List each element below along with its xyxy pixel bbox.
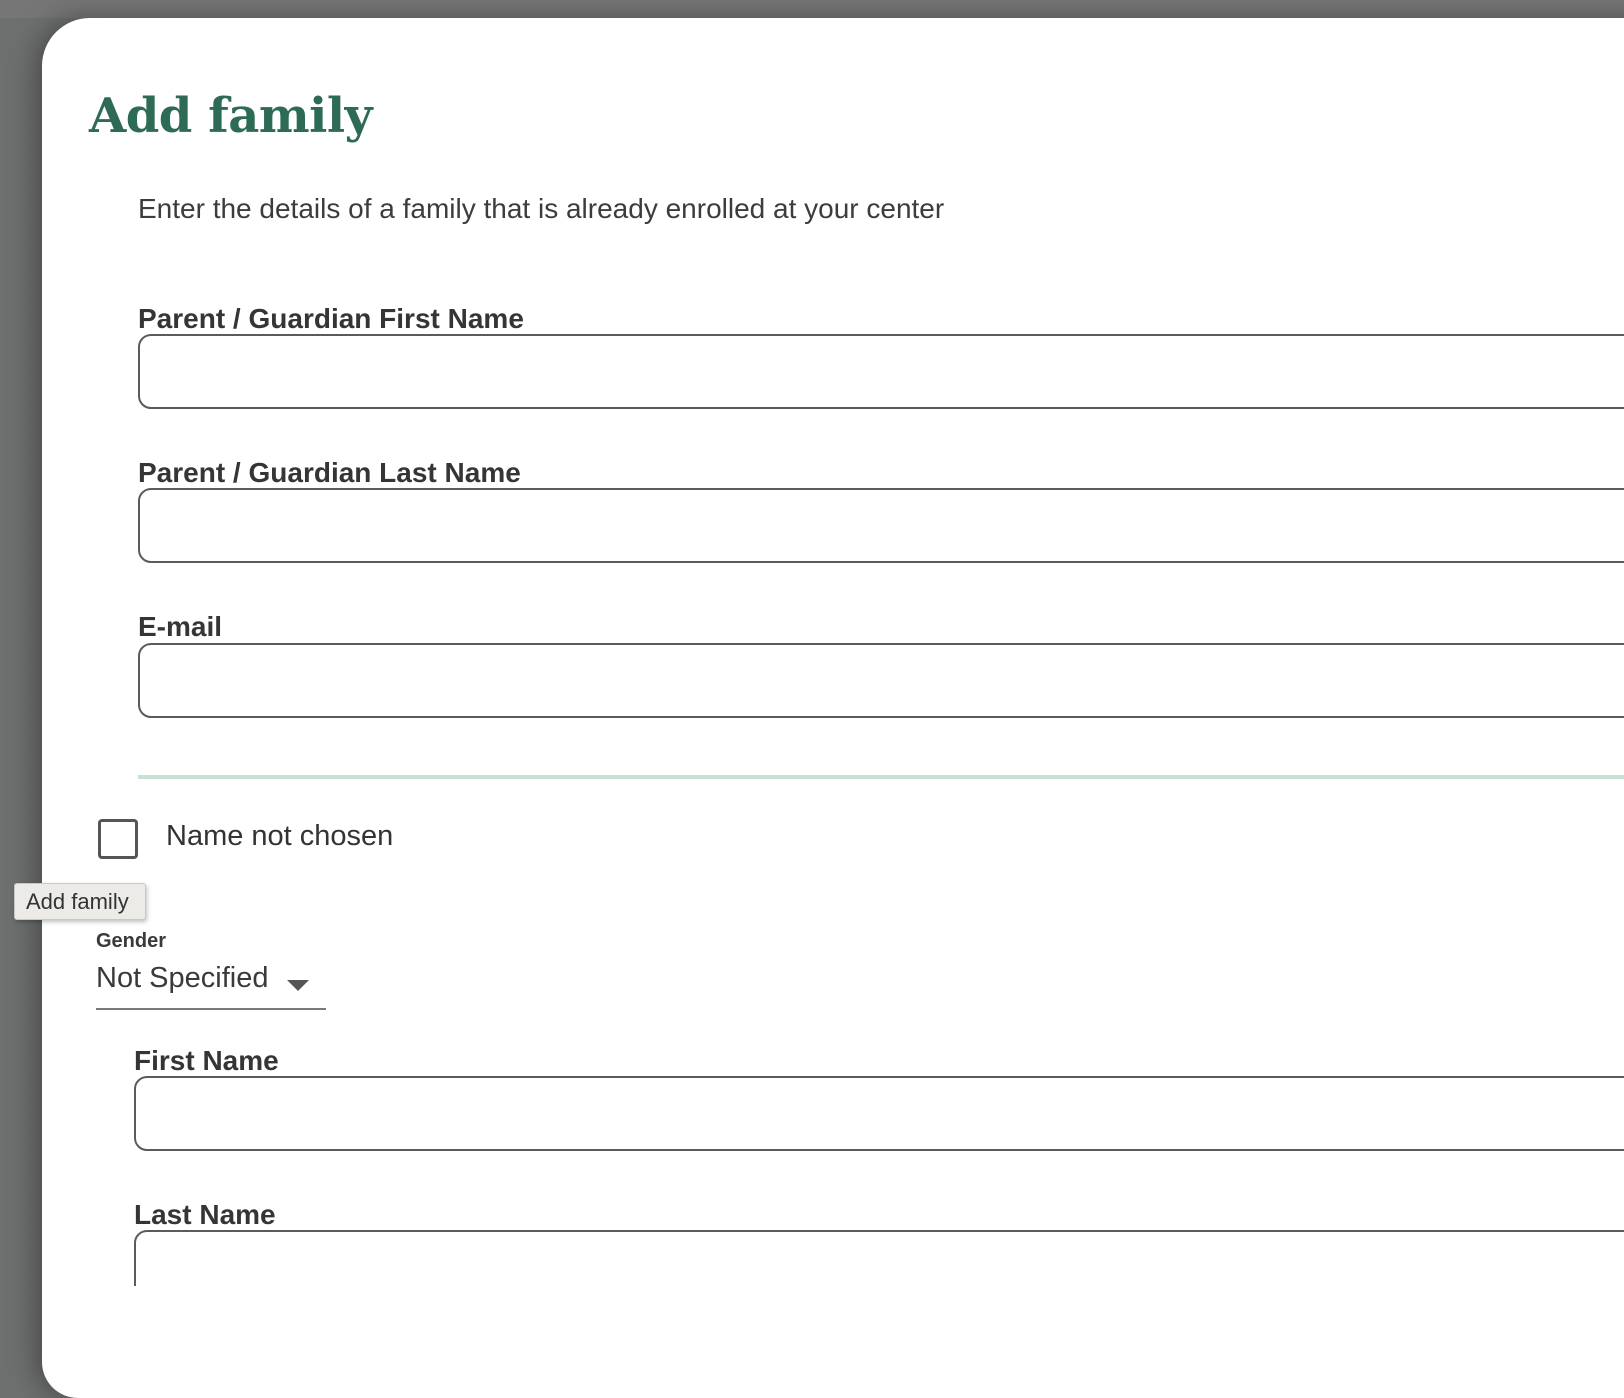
parent-first-name-label: Parent / Guardian First Name: [138, 303, 524, 334]
section-divider: [138, 775, 1624, 779]
child-last-name-label: Last Name: [134, 1199, 276, 1230]
name-not-chosen-checkbox[interactable]: [98, 819, 138, 859]
backdrop-top-band: [0, 0, 1624, 18]
name-not-chosen-label[interactable]: Name not chosen: [166, 820, 394, 852]
parent-last-name-label: Parent / Guardian Last Name: [138, 457, 521, 488]
gender-label: Gender: [96, 930, 167, 952]
add-family-tooltip: Add family: [14, 883, 146, 920]
child-first-name-label: First Name: [134, 1045, 279, 1076]
parent-last-name-input[interactable]: [138, 488, 1624, 563]
dialog-title: Add family: [89, 88, 372, 144]
gender-select[interactable]: [96, 960, 326, 1010]
child-last-name-clip: [134, 1230, 1624, 1286]
add-family-dialog: [42, 18, 1624, 1398]
parent-first-name-input[interactable]: [138, 334, 1624, 409]
child-last-name-input[interactable]: [134, 1230, 1624, 1286]
gender-selected-value: Not Specified: [96, 962, 269, 994]
email-input[interactable]: [138, 643, 1624, 718]
chevron-down-icon: [287, 980, 309, 991]
child-first-name-input[interactable]: [134, 1076, 1624, 1151]
email-label: E-mail: [138, 611, 223, 642]
dialog-subtitle: Enter the details of a family that is already enrolled at your center: [138, 193, 945, 224]
